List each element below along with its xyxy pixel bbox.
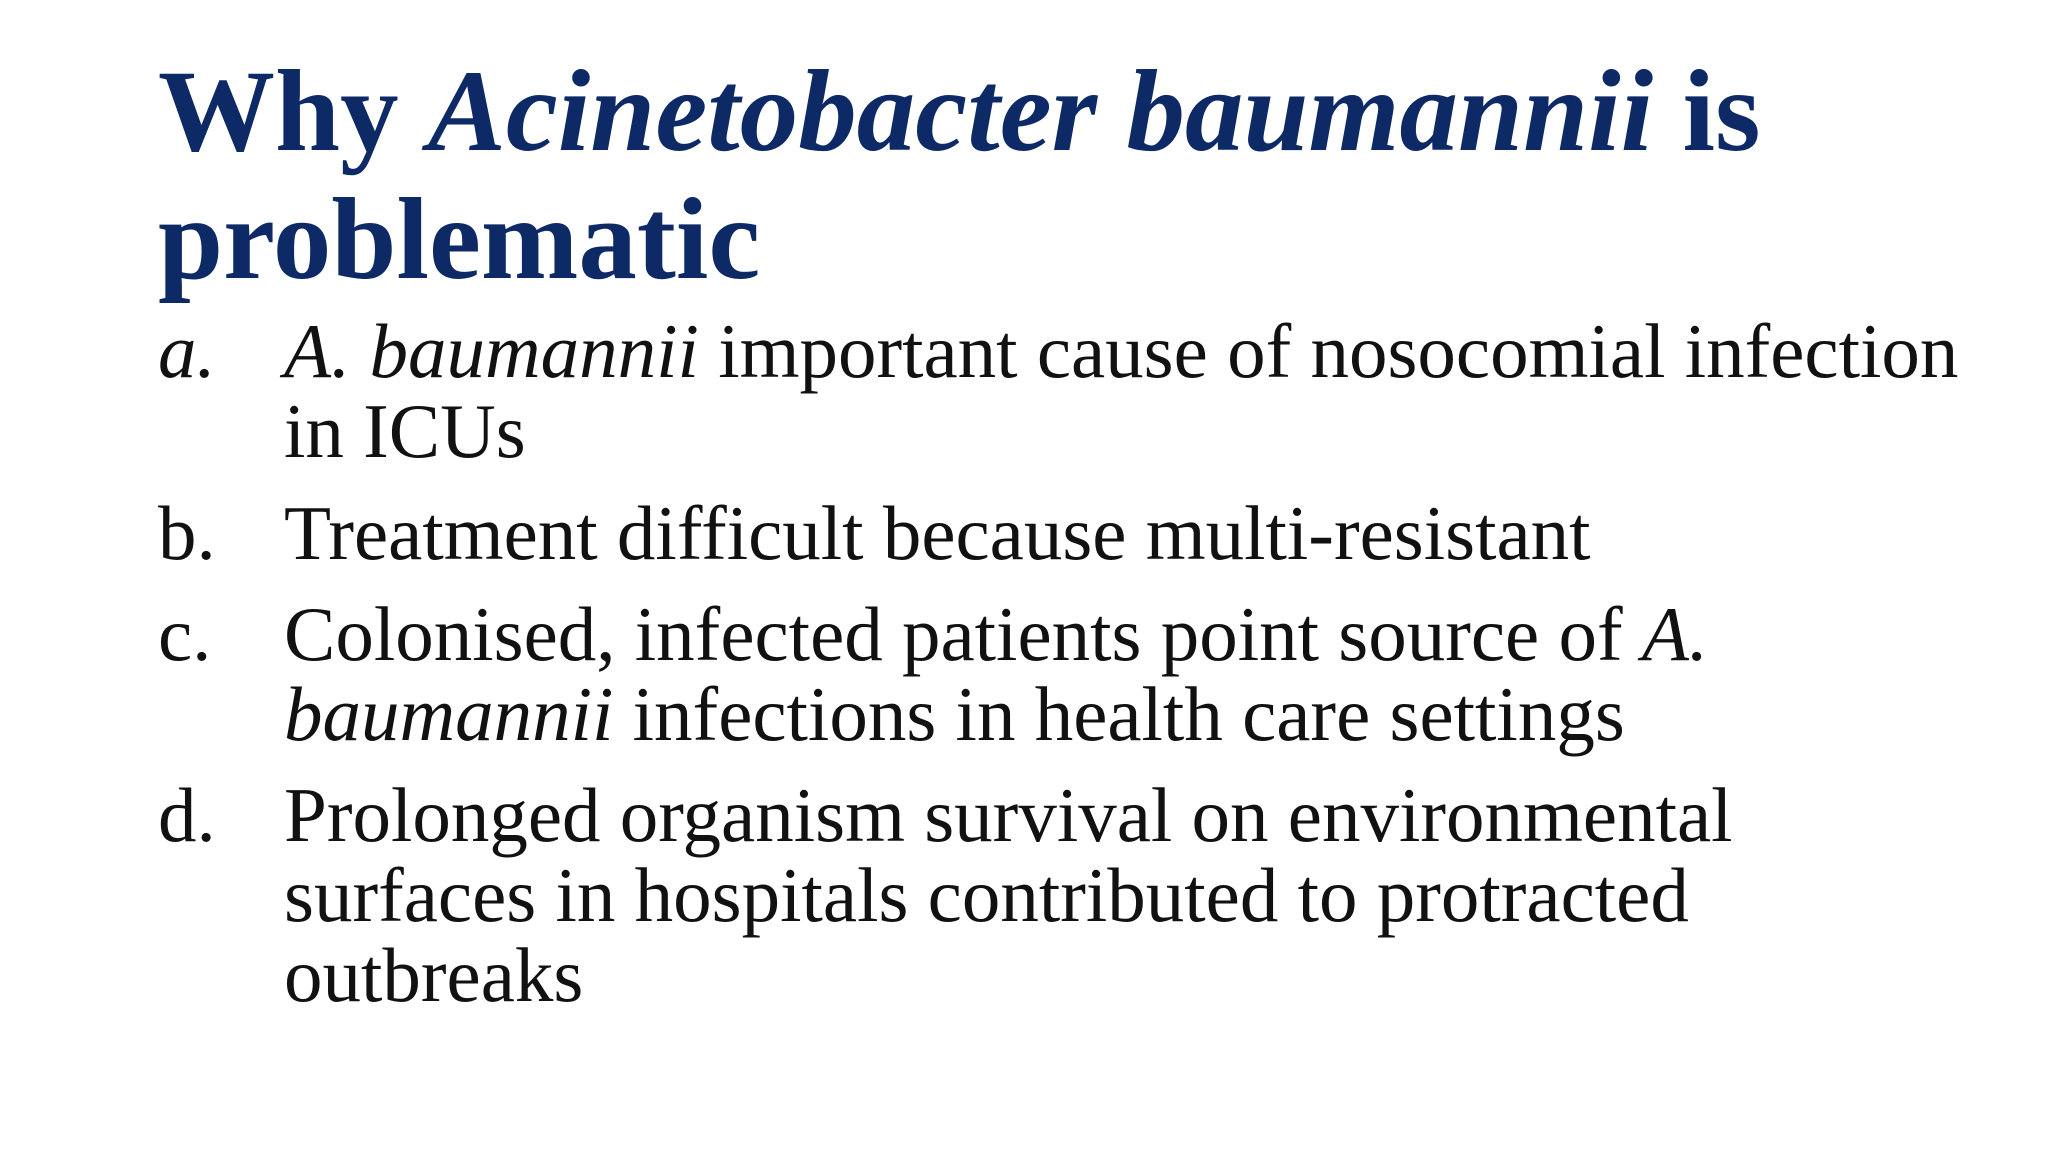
species-abbreviation: A. baumannii bbox=[284, 591, 1709, 757]
slide-title bbox=[158, 48, 1978, 304]
bullet-text-c-part-3: infections in health care settings bbox=[613, 671, 1625, 757]
bullet-text-a-rest: important cause of nosocomial infection in ICUs bbox=[284, 308, 1959, 474]
bullet-text-c-part-1: Colonised, infected patients point source of bbox=[284, 591, 1642, 677]
species-abbreviation: A. baumannii bbox=[284, 308, 699, 394]
bullet-text-a bbox=[284, 308, 1974, 474]
bullet-text-b-content: Treatment difficult because multi-resistant bbox=[284, 490, 1591, 576]
title-species-name: Acinetobacter baumannii bbox=[427, 47, 1654, 176]
bullet-text-c bbox=[284, 591, 1974, 757]
title-text-part-3: is problematic bbox=[158, 47, 1761, 304]
bullet-marker-c: c. bbox=[158, 591, 212, 677]
title-text-part-1: Why bbox=[158, 47, 428, 176]
bullet-text-d-content: Prolonged organism survival on environmental surfaces in hospitals contributed to protracted outbreaks bbox=[284, 772, 1733, 1018]
bullet-marker-a: a. bbox=[158, 308, 216, 394]
bullet-text-d bbox=[284, 772, 1974, 1018]
bullet-marker-b: b. bbox=[158, 490, 216, 576]
bullet-text-b bbox=[284, 490, 1974, 576]
bullet-marker-d: d. bbox=[158, 772, 216, 858]
